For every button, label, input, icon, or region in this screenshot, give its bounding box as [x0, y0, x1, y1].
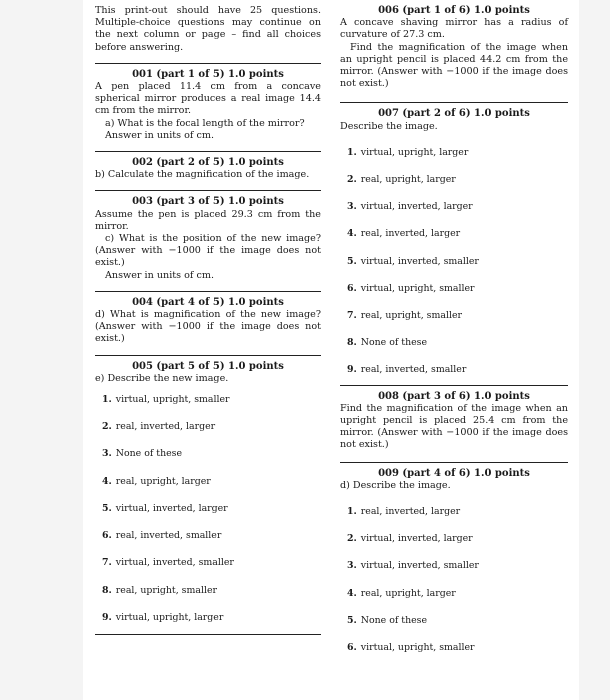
question-007 [340, 108, 568, 376]
question-header: 003 (part 3 of 5) 1.0 points [132, 196, 284, 208]
question-prompt: a) What is the focal length of the mirror? [105, 117, 305, 129]
choice-option[interactable]: 2. virtual, inverted, larger [347, 533, 473, 545]
divider [95, 291, 321, 292]
choice-option[interactable]: 4. real, upright, larger [102, 475, 211, 487]
choice-option[interactable]: 3. None of these [102, 448, 183, 460]
left-column [95, 5, 321, 635]
choice-option[interactable]: 7. virtual, inverted, smaller [102, 557, 234, 569]
question-header: 001 (part 1 of 5) 1.0 points [132, 68, 284, 80]
question-header: 006 (part 1 of 6) 1.0 points [378, 5, 530, 16]
choice-option[interactable]: 9. virtual, upright, larger [102, 611, 224, 623]
intro-text: This print-out should have 25 questions. Multiple-choice questions may continue on the next column or page – find all choices before answering. [95, 5, 321, 53]
divider [95, 355, 321, 356]
question-006 [340, 5, 568, 90]
choice-option[interactable]: 6. real, inverted, smaller [102, 530, 222, 542]
divider [340, 462, 568, 463]
question-text: Assume the pen is placed 29.3 cm from the mirror. [95, 208, 321, 232]
question-text: A concave shaving mirror has a radius of curvature of 27.3 cm. [340, 17, 568, 41]
question-002 [95, 157, 321, 181]
question-header: 004 (part 4 of 5) 1.0 points [132, 296, 284, 308]
question-005 [95, 361, 321, 624]
choice-option[interactable]: 8. None of these [347, 337, 428, 349]
question-header: 005 (part 5 of 5) 1.0 points [132, 360, 284, 372]
choice-option[interactable]: 3. virtual, inverted, larger [347, 201, 473, 213]
question-prompt: Describe the image. [340, 120, 438, 132]
choice-option[interactable]: 9. real, inverted, smaller [347, 364, 467, 376]
divider [95, 190, 321, 191]
choice-option[interactable]: 5. virtual, inverted, smaller [347, 255, 479, 267]
question-header: 008 (part 3 of 6) 1.0 points [378, 390, 530, 402]
choice-list [340, 147, 568, 377]
choice-option[interactable]: 6. virtual, upright, smaller [347, 282, 475, 294]
question-prompt: b) Calculate the magnification of the image. [95, 169, 310, 181]
right-column [340, 5, 568, 654]
question-header: 007 (part 2 of 6) 1.0 points [378, 108, 530, 120]
question-003 [95, 196, 321, 281]
question-header: 009 (part 4 of 6) 1.0 points [378, 467, 530, 479]
choice-option[interactable]: 8. real, upright, smaller [102, 584, 217, 596]
divider [95, 151, 321, 152]
choice-option[interactable]: 1. real, inverted, larger [347, 506, 461, 518]
question-prompt: d) What is magnification of the new image? (Answer with −1000 if the image does not exist.) [95, 309, 321, 345]
question-004 [95, 297, 321, 346]
choice-option[interactable]: 1. virtual, upright, larger [347, 146, 469, 158]
question-009 [340, 468, 568, 655]
question-prompt: e) Describe the new image. [95, 372, 229, 384]
question-text: A pen placed 11.4 cm from a concave spherical mirror produces a real image 14.4 cm from the mirror. [95, 81, 321, 117]
choice-option[interactable]: 6. virtual, upright, smaller [347, 642, 475, 654]
answer-units: Answer in units of cm. [105, 269, 215, 281]
choice-option[interactable]: 4. real, upright, larger [347, 587, 456, 599]
choice-list [95, 394, 321, 624]
divider [340, 385, 568, 386]
divider [95, 634, 321, 635]
choice-option[interactable]: 1. virtual, upright, smaller [102, 394, 230, 406]
question-prompt: d) Describe the image. [340, 479, 451, 491]
divider [340, 102, 568, 103]
choice-list [340, 506, 568, 654]
choice-option[interactable]: 4. real, inverted, larger [347, 228, 461, 240]
choice-option[interactable]: 2. real, inverted, larger [102, 421, 216, 433]
question-prompt: Find the magnification of the image when an upright pencil is placed 44.2 cm from the mirror. (Answer with −1000 if the image does not exist.) [340, 41, 568, 90]
choice-option[interactable]: 7. real, upright, smaller [347, 310, 462, 322]
question-header: 002 (part 2 of 5) 1.0 points [132, 157, 284, 169]
choice-option[interactable]: 5. virtual, inverted, larger [102, 502, 228, 514]
question-prompt: c) What is the position of the new image? (Answer with −1000 if the image does not exist.) [95, 233, 321, 269]
question-prompt: Find the magnification of the image when an upright pencil is placed 25.4 cm from the mirror. (Answer with −1000 if the image does not exist.) [340, 402, 568, 451]
answer-units: Answer in units of cm. [105, 129, 215, 141]
choice-option[interactable]: 5. None of these [347, 614, 428, 626]
choice-option[interactable]: 2. real, upright, larger [347, 174, 456, 186]
choice-option[interactable]: 3. virtual, inverted, smaller [347, 560, 479, 572]
question-008 [340, 391, 568, 452]
divider [95, 63, 321, 64]
question-001 [95, 69, 321, 142]
